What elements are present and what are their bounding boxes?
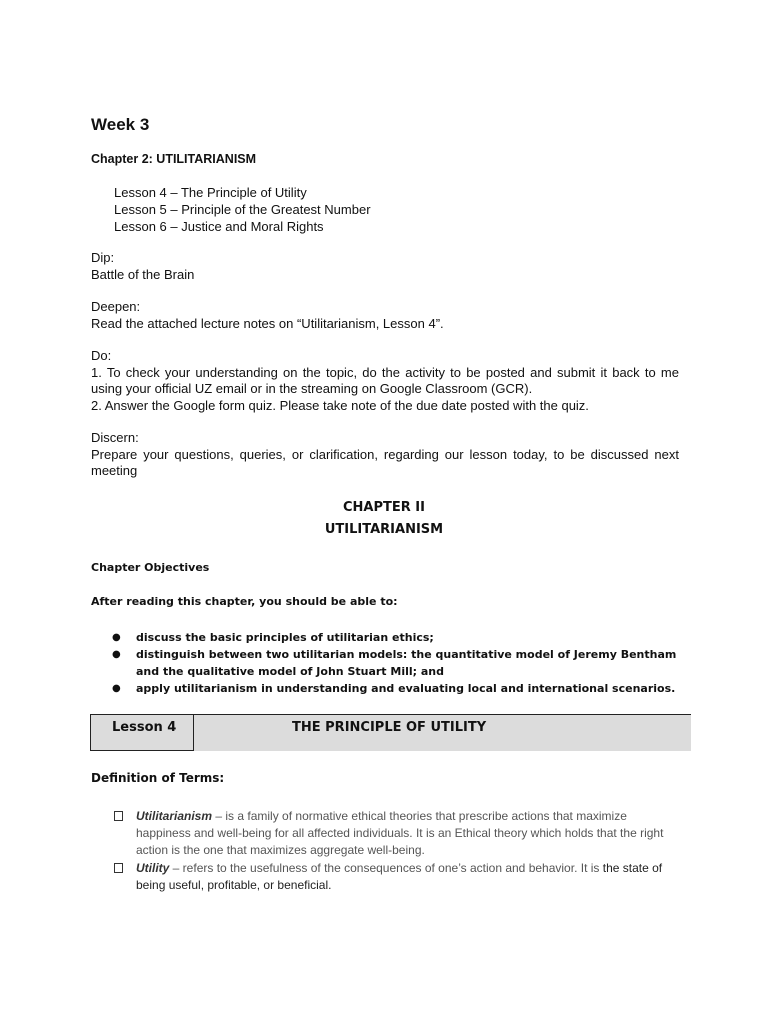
deepen-label: Deepen:: [91, 299, 141, 314]
lesson-title: THE PRINCIPLE OF UTILITY: [292, 720, 487, 735]
lesson-number: Lesson 4: [112, 720, 177, 735]
bullet-icon: ●: [112, 683, 121, 694]
do-item-2: 2. Answer the Google form quiz. Please take note of the due date posted with the quiz.: [91, 397, 589, 413]
dip-text: Battle of the Brain: [91, 266, 195, 282]
objectives-list: [112, 629, 682, 697]
week-heading: Week 3: [91, 115, 150, 134]
lesson-item: Lesson 4 – The Principle of Utility: [114, 185, 307, 200]
deepen-text: Read the attached lecture notes on “Utilitarianism, Lesson 4”.: [91, 315, 444, 331]
lesson-item: Lesson 5 – Principle of the Greatest Number: [114, 202, 371, 217]
definition-item: [114, 860, 680, 894]
definition-term: Utility: [136, 861, 170, 875]
do-section: [91, 348, 679, 414]
discern-section: [91, 430, 679, 480]
objective-text: discuss the basic principles of utilitarian ethics;: [136, 631, 434, 644]
objective-text: apply utilitarianism in understanding and evaluating local and international scenarios.: [136, 682, 676, 695]
chapter-title: CHAPTER II: [343, 500, 425, 515]
discern-label: Discern:: [91, 430, 139, 445]
objective-text: distinguish between two utilitarian models: the quantitative model of Jeremy Bentham and the qualitative model of John Stuart Mill; and: [136, 648, 677, 678]
objective-item: [112, 646, 682, 680]
objective-item: [112, 680, 682, 697]
dip-section: [91, 250, 679, 283]
definition-item: [114, 808, 680, 859]
definition-text: – is a family of normative ethical theories that prescribe actions that maximize happiness and well-being for all affected individuals. It is an Ethical theory which holds that the right action is the one that maximizes aggregate well-being.: [136, 809, 664, 857]
chapter-heading: Chapter 2: UTILITARIANISM: [91, 152, 257, 166]
chapter-subtitle: UTILITARIANISM: [324, 522, 444, 537]
discern-text: Prepare your questions, queries, or clarification, regarding our lesson today, to be discussed next meeting: [91, 446, 679, 478]
objectives-heading: Chapter Objectives: [91, 561, 210, 574]
definition-text-tail: the state of being useful, profitable, or beneficial.: [136, 861, 663, 892]
lesson-list: [114, 184, 371, 235]
do-item-1: 1. To check your understanding on the topic, do the activity to be posted and submit it back to me using your official UZ email or in the streaming on Google Classroom (GCR).: [91, 364, 679, 396]
bullet-icon: ●: [112, 632, 121, 643]
dip-label: Dip:: [91, 250, 115, 265]
definitions-heading: Definition of Terms:: [91, 771, 225, 785]
objective-item: [112, 629, 682, 646]
bullet-icon: ●: [112, 649, 121, 660]
do-label: Do:: [91, 348, 112, 363]
definitions-list: [114, 808, 680, 894]
definition-text: – refers to the usefulness of the consequences of one’s action and behavior. It is: [169, 861, 603, 875]
definition-term: Utilitarianism: [136, 809, 213, 823]
checkbox-icon: [114, 811, 123, 821]
lesson-number-cell: [90, 715, 194, 751]
objectives-intro: After reading this chapter, you should be able to:: [91, 595, 398, 608]
lesson-header-bar: [90, 714, 691, 751]
lesson-item: Lesson 6 – Justice and Moral Rights: [114, 219, 324, 234]
deepen-section: [91, 299, 679, 332]
checkbox-icon: [114, 863, 123, 873]
